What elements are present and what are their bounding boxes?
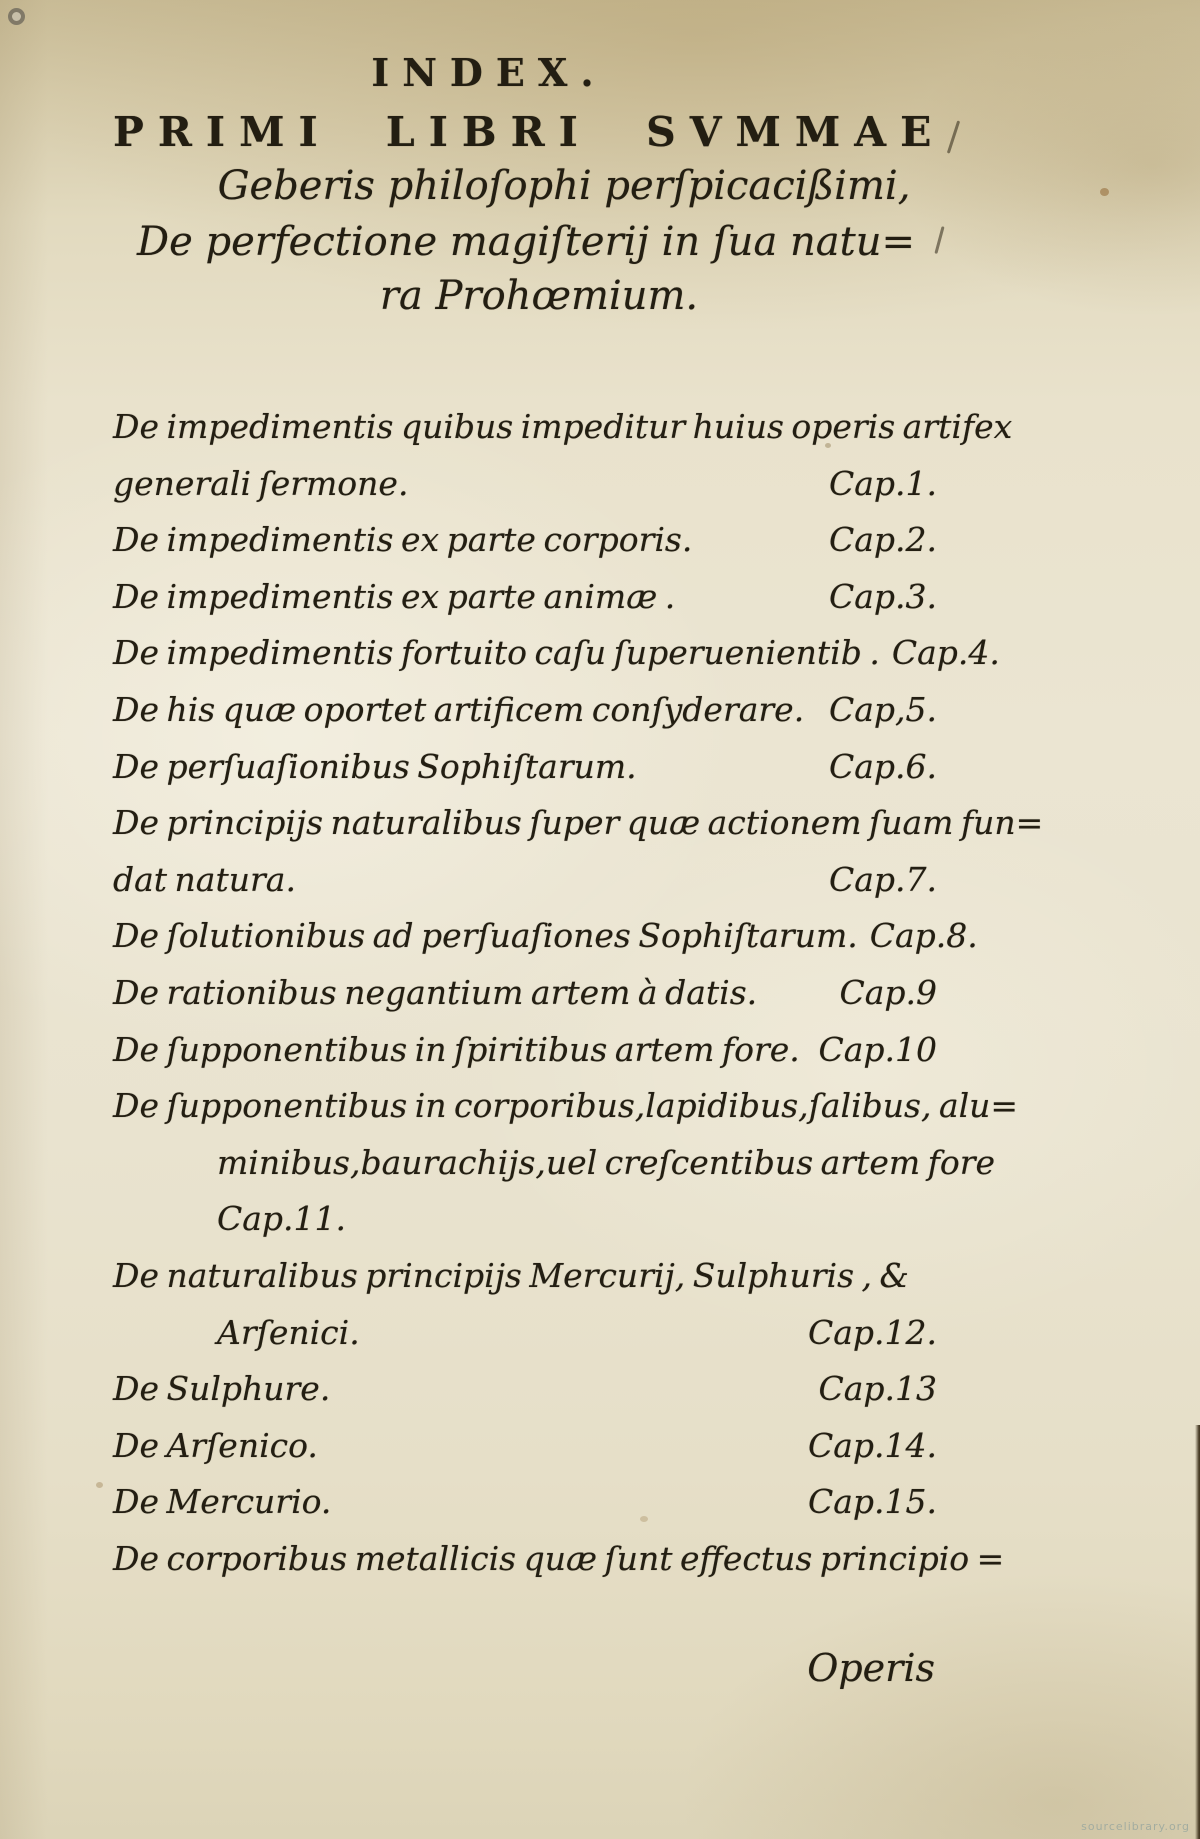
index-entry-text: dat natura.: [113, 859, 296, 899]
index-entry: [113, 1193, 937, 1250]
index-entry-text: De Arſenico.: [113, 1425, 318, 1465]
index-entry-text: De ſolutionibus ad perſuaſiones Sophiſtarum.: [113, 916, 858, 956]
chapter-number: Cap.3.: [828, 576, 937, 616]
watermark: sourcelibrary.org: [1081, 1820, 1190, 1833]
index-entry-text: De ſupponentibus in corporibus,lapidibus,ſalibus, alu=: [113, 1086, 1019, 1126]
index-entry: [113, 967, 937, 1024]
index-entry-text: De corporibus metallicis quæ ſunt effectus principio =: [113, 1538, 1005, 1578]
index-entry: [113, 1024, 937, 1081]
index-entry-text: De Mercurio.: [113, 1482, 332, 1522]
index-entry: [113, 1420, 937, 1477]
index-entry-text: De impedimentis quibus impeditur huius operis artifex: [113, 407, 1013, 446]
page-edge-shadow: [1195, 1425, 1200, 1839]
chapter-number: Cap.6.: [828, 746, 937, 786]
dedication-line: Geberis philoſophi perſpicacißimi,: [217, 163, 911, 209]
index-entry-text: De impedimentis fortuito caſu ſuperuenientib .: [113, 633, 880, 673]
index-entry: [113, 1363, 937, 1420]
index-entry-text: De impedimentis ex parte animæ .: [113, 576, 676, 616]
chapter-number: Cap.2.: [828, 520, 937, 560]
chapter-number: Cap.7.: [828, 859, 937, 899]
chapter-number: Cap.10: [818, 1029, 937, 1069]
fox-spot: [640, 1516, 648, 1522]
index-entry-text: generali ſermone.: [113, 463, 409, 503]
index-entry: [113, 1476, 937, 1533]
index-entry: [113, 1137, 996, 1194]
chapter-number: Cap,5.: [828, 689, 937, 729]
dedication-line: ra Prohœmium.: [379, 273, 699, 319]
index-entry: [113, 1250, 937, 1307]
index-entry: [113, 797, 1044, 854]
index-entry: [113, 910, 978, 967]
scan-hole-icon: [8, 8, 25, 25]
index-entry: [113, 684, 937, 741]
chapter-number: Cap.9: [839, 972, 937, 1012]
chapter-number: Cap.15.: [807, 1482, 937, 1522]
chapter-number: Cap.8.: [869, 916, 978, 956]
index-entry: [113, 401, 1013, 458]
ink-mark: [934, 226, 944, 254]
index-entry-text: Arſenici.: [217, 1312, 360, 1352]
index-entry-text: De rationibus negantium artem à datis.: [113, 972, 758, 1012]
index-entry-text: De principijs naturalibus ſuper quæ actionem ſuam fun=: [113, 803, 1044, 843]
dedication-line: De perfectione magiſterij in ſua natu=: [137, 219, 915, 265]
fox-spot: [96, 1482, 103, 1488]
index-entry-list: [113, 401, 1044, 1589]
index-entry-text: minibus,baurachijs,uel creſcentibus artem fore: [217, 1142, 996, 1182]
index-entry: [113, 627, 1000, 684]
section-heading: PRIMI LIBRI SVMMAE: [113, 108, 946, 156]
index-entry-text: De his quæ oportet artificem conſyderare.: [113, 689, 805, 729]
page-title: INDEX.: [371, 50, 607, 95]
index-entry: [113, 1307, 937, 1364]
chapter-number: Cap.4.: [891, 633, 1000, 673]
ink-mark: [947, 120, 960, 153]
fox-spot: [825, 443, 831, 448]
catchword: Operis: [807, 1646, 935, 1690]
index-entry-text: De perſuaſionibus Sophiſtarum.: [113, 746, 637, 786]
index-entry: [113, 741, 937, 798]
index-entry-text: De Sulphure.: [113, 1369, 331, 1409]
chapter-number: Cap.12.: [807, 1312, 937, 1352]
fox-spot: [1100, 188, 1109, 196]
chapter-number: Cap.13: [818, 1369, 937, 1409]
index-entry: [113, 1080, 1019, 1137]
index-entry: [113, 1533, 1005, 1590]
index-entry-text: De impedimentis ex parte corporis.: [113, 520, 693, 560]
index-entry: [113, 514, 937, 571]
index-entry: [113, 571, 937, 628]
index-entry-text: De ſupponentibus in ſpiritibus artem fore.: [113, 1029, 800, 1069]
index-entry-text: De naturalibus principijs Mercurij, Sulphuris , &: [113, 1255, 909, 1295]
chapter-number: Cap.14.: [807, 1425, 937, 1465]
index-entry: [113, 854, 937, 911]
chapter-number: Cap.1.: [828, 463, 937, 503]
index-entry: [113, 458, 937, 515]
index-entry-text: Cap.11.: [217, 1199, 347, 1239]
